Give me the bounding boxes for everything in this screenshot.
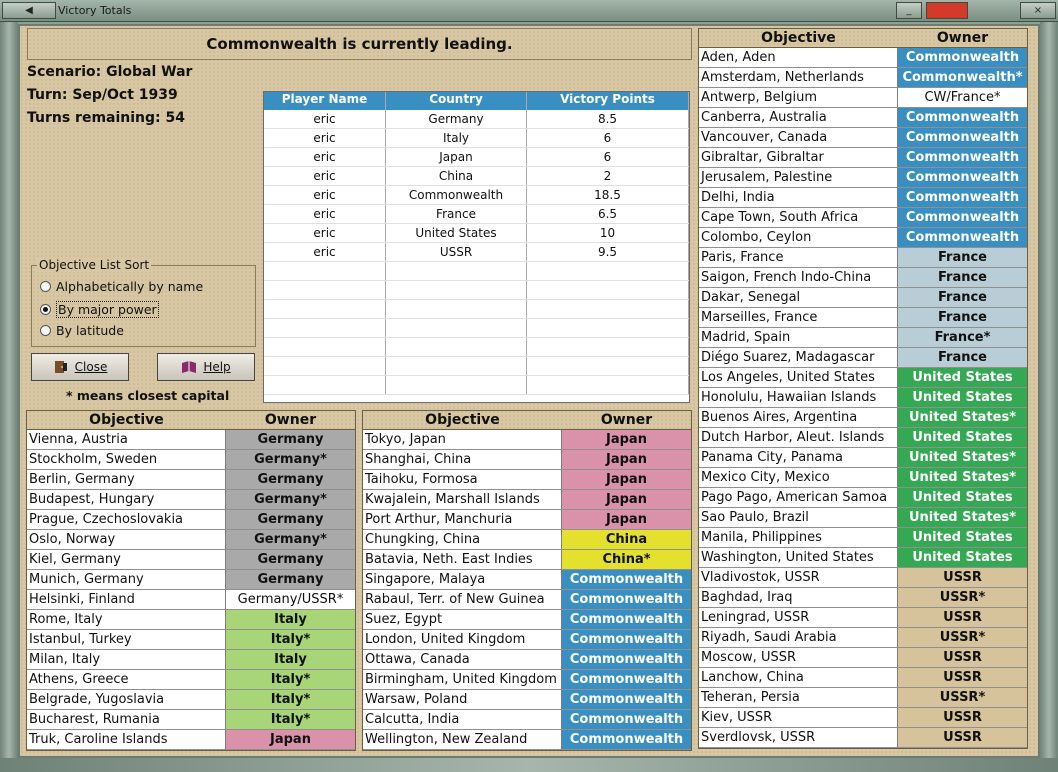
objective-row[interactable] xyxy=(699,308,1027,328)
owner-cell: Germany xyxy=(226,550,355,569)
objective-row[interactable] xyxy=(27,430,355,450)
objective-row[interactable] xyxy=(699,328,1027,348)
owner-cell: Commonwealth xyxy=(562,630,691,649)
vp-table-row[interactable] xyxy=(264,186,689,205)
objective-cell: Sverdlovsk, USSR xyxy=(699,728,898,747)
owner-cell: USSR xyxy=(898,568,1027,587)
objective-cell: Truk, Caroline Islands xyxy=(27,730,226,749)
objective-cell: Oslo, Norway xyxy=(27,530,226,549)
objective-row[interactable] xyxy=(363,550,691,570)
objective-cell: Stockholm, Sweden xyxy=(27,450,226,469)
vp-table-row[interactable] xyxy=(264,167,689,186)
help-book-icon xyxy=(181,360,197,374)
objective-cell: Rabaul, Terr. of New Guinea xyxy=(363,590,562,609)
objective-cell: Port Arthur, Manchuria xyxy=(363,510,562,529)
objective-cell: Kiev, USSR xyxy=(699,708,898,727)
objective-cell: Sao Paulo, Brazil xyxy=(699,508,898,527)
owner-cell: Germany* xyxy=(226,530,355,549)
victory-points-cell: 10 xyxy=(527,224,689,242)
objective-cell: Vienna, Austria xyxy=(27,430,226,449)
objective-row[interactable] xyxy=(363,730,691,750)
owner-cell: United States* xyxy=(898,408,1027,427)
turns-remaining-label: Turns remaining: 54 xyxy=(27,110,185,126)
owner-header[interactable]: Owner xyxy=(264,412,317,428)
objective-row[interactable] xyxy=(699,88,1027,108)
owner-cell: United States xyxy=(898,528,1027,547)
objective-row[interactable] xyxy=(27,490,355,510)
country-cell: France xyxy=(386,205,527,223)
objective-cell: Milan, Italy xyxy=(27,650,226,669)
objective-row[interactable] xyxy=(699,688,1027,708)
country-cell: United States xyxy=(386,224,527,242)
victory-points-cell: 6 xyxy=(527,148,689,166)
owner-cell: Commonwealth xyxy=(898,228,1027,247)
objective-row[interactable] xyxy=(699,668,1027,688)
objective-row[interactable] xyxy=(699,568,1027,588)
objective-row[interactable] xyxy=(363,570,691,590)
player-name-cell: eric xyxy=(264,129,386,147)
owner-cell: USSR xyxy=(898,728,1027,747)
objective-cell: Aden, Aden xyxy=(699,48,898,67)
owner-cell: France xyxy=(898,248,1027,267)
leader-banner: Commonwealth is currently leading. xyxy=(27,28,692,60)
objective-row[interactable] xyxy=(699,368,1027,388)
objective-cell: Colombo, Ceylon xyxy=(699,228,898,247)
objective-row[interactable] xyxy=(27,670,355,690)
objective-row[interactable] xyxy=(363,510,691,530)
player-name-cell: eric xyxy=(264,186,386,204)
vp-table-row[interactable] xyxy=(264,243,689,262)
owner-cell: Germany xyxy=(226,430,355,449)
objective-row[interactable] xyxy=(363,650,691,670)
owner-cell: USSR xyxy=(898,668,1027,687)
objective-cell: Vladivostok, USSR xyxy=(699,568,898,587)
objective-row[interactable] xyxy=(363,710,691,730)
objective-table-header xyxy=(363,411,691,430)
objective-cell: Suez, Egypt xyxy=(363,610,562,629)
radio-selected-icon xyxy=(40,304,51,315)
left-frame-edge xyxy=(0,22,18,772)
victory-points-table xyxy=(263,91,690,403)
owner-cell: Italy* xyxy=(226,670,355,689)
owner-cell: Commonwealth xyxy=(898,148,1027,167)
objective-cell: Taihoku, Formosa xyxy=(363,470,562,489)
objective-row[interactable] xyxy=(699,728,1027,748)
objective-cell: Budapest, Hungary xyxy=(27,490,226,509)
objective-cell: Mexico City, Mexico xyxy=(699,468,898,487)
owner-cell: France xyxy=(898,308,1027,327)
owner-cell: USSR* xyxy=(898,588,1027,607)
sort-major-power-radio[interactable]: By major power xyxy=(40,301,159,318)
objective-table-header xyxy=(699,29,1027,48)
objective-cell: London, United Kingdom xyxy=(363,630,562,649)
objective-cell: Canberra, Australia xyxy=(699,108,898,127)
owner-cell: France xyxy=(898,288,1027,307)
objective-row[interactable] xyxy=(699,248,1027,268)
objective-header[interactable]: Objective xyxy=(761,30,836,46)
owner-cell: Japan xyxy=(562,450,691,469)
objective-cell: Warsaw, Poland xyxy=(363,690,562,709)
objective-cell: Kwajalein, Marshall Islands xyxy=(363,490,562,509)
owner-cell: Commonwealth xyxy=(562,610,691,629)
objective-row[interactable] xyxy=(363,470,691,490)
owner-cell: Commonwealth xyxy=(562,690,691,709)
player-name-cell: eric xyxy=(264,243,386,261)
country-header[interactable]: Country xyxy=(386,92,527,110)
objective-cell: Washington, United States xyxy=(699,548,898,567)
vp-table-header xyxy=(264,92,689,110)
owner-cell: Commonwealth xyxy=(562,670,691,689)
objective-row[interactable] xyxy=(699,508,1027,528)
owner-cell: Japan xyxy=(562,430,691,449)
window-title: Victory Totals xyxy=(58,4,132,17)
owner-cell: United States xyxy=(898,548,1027,567)
objective-cell: Berlin, Germany xyxy=(27,470,226,489)
owner-cell: Germany xyxy=(226,510,355,529)
owner-cell: USSR xyxy=(898,608,1027,627)
objective-row[interactable] xyxy=(699,648,1027,668)
owner-cell: United States* xyxy=(898,508,1027,527)
radio-icon xyxy=(40,325,51,336)
country-cell: China xyxy=(386,167,527,185)
objective-row[interactable] xyxy=(699,588,1027,608)
owner-cell: Japan xyxy=(226,730,355,749)
objective-cell: Honolulu, Hawaiian Islands xyxy=(699,388,898,407)
objective-row[interactable] xyxy=(363,670,691,690)
owner-cell: CW/France* xyxy=(898,88,1027,107)
objective-row[interactable] xyxy=(699,428,1027,448)
sort-alphabetical-radio[interactable]: Alphabetically by name xyxy=(40,279,203,294)
player-name-header[interactable]: Player Name xyxy=(264,92,386,110)
player-name-cell: eric xyxy=(264,148,386,166)
owner-cell: United States* xyxy=(898,448,1027,467)
scenario-label: Scenario: Global War xyxy=(27,64,193,80)
owner-cell: Japan xyxy=(562,470,691,489)
objective-cell: Saigon, French Indo-China xyxy=(699,268,898,287)
player-name-cell: eric xyxy=(264,224,386,242)
objective-header[interactable]: Objective xyxy=(89,412,164,428)
objective-cell: Buenos Aires, Argentina xyxy=(699,408,898,427)
objective-cell: Munich, Germany xyxy=(27,570,226,589)
owner-cell: Commonwealth xyxy=(898,188,1027,207)
objective-cell: Singapore, Malaya xyxy=(363,570,562,589)
objective-cell: Tokyo, Japan xyxy=(363,430,562,449)
victory-points-cell: 2 xyxy=(527,167,689,185)
owner-cell: China* xyxy=(562,550,691,569)
owner-cell: Italy* xyxy=(226,710,355,729)
victory-points-cell: 6.5 xyxy=(527,205,689,223)
country-cell: Germany xyxy=(386,110,527,128)
objective-row[interactable] xyxy=(699,548,1027,568)
back-arrow-icon: ◀ xyxy=(25,5,33,16)
victory-points-cell: 18.5 xyxy=(527,186,689,204)
owner-cell: France* xyxy=(898,328,1027,347)
objective-cell: Diégo Suarez, Madagascar xyxy=(699,348,898,367)
vp-table-empty-row xyxy=(264,262,689,281)
objective-row[interactable] xyxy=(699,388,1027,408)
title-bar[interactable] xyxy=(0,0,1058,22)
objective-cell: Baghdad, Iraq xyxy=(699,588,898,607)
owner-cell: Germany/USSR* xyxy=(226,590,355,609)
objective-row[interactable] xyxy=(699,228,1027,248)
objective-row[interactable] xyxy=(27,470,355,490)
objective-cell: Bucharest, Rumania xyxy=(27,710,226,729)
victory-points-cell: 6 xyxy=(527,129,689,147)
owner-cell: United States xyxy=(898,428,1027,447)
owner-cell: Italy xyxy=(226,610,355,629)
objective-row[interactable] xyxy=(699,708,1027,728)
objective-cell: Pago Pago, American Samoa xyxy=(699,488,898,507)
objective-row[interactable] xyxy=(27,610,355,630)
owner-cell: Germany xyxy=(226,570,355,589)
objective-cell: Ottawa, Canada xyxy=(363,650,562,669)
objective-cell: Istanbul, Turkey xyxy=(27,630,226,649)
objective-cell: Paris, France xyxy=(699,248,898,267)
player-name-cell: eric xyxy=(264,110,386,128)
owner-cell: Commonwealth xyxy=(562,590,691,609)
vp-table-row[interactable] xyxy=(264,205,689,224)
objective-cell: Helsinki, Finland xyxy=(27,590,226,609)
objective-table-1 xyxy=(26,410,356,751)
objective-cell: Antwerp, Belgium xyxy=(699,88,898,107)
objective-row[interactable] xyxy=(27,550,355,570)
objective-cell: Dutch Harbor, Aleut. Islands xyxy=(699,428,898,447)
owner-cell: Japan xyxy=(562,510,691,529)
vp-table-row[interactable] xyxy=(264,148,689,167)
objective-table-2 xyxy=(362,410,692,751)
objective-row[interactable] xyxy=(699,148,1027,168)
vp-table-empty-row xyxy=(264,300,689,319)
vp-table-row[interactable] xyxy=(264,224,689,243)
owner-header[interactable]: Owner xyxy=(600,412,653,428)
victory-points-cell: 9.5 xyxy=(527,243,689,261)
player-name-cell: eric xyxy=(264,205,386,223)
owner-cell: China xyxy=(562,530,691,549)
objective-cell: Madrid, Spain xyxy=(699,328,898,347)
owner-cell: Commonwealth xyxy=(898,168,1027,187)
objective-row[interactable] xyxy=(699,608,1027,628)
objective-row[interactable] xyxy=(699,128,1027,148)
objective-cell: Leningrad, USSR xyxy=(699,608,898,627)
owner-cell: United States* xyxy=(898,468,1027,487)
objective-cell: Panama City, Panama xyxy=(699,448,898,467)
objective-row[interactable] xyxy=(699,528,1027,548)
flag-icon xyxy=(926,2,968,19)
objective-row[interactable] xyxy=(27,730,355,750)
objective-row[interactable] xyxy=(363,630,691,650)
objective-row[interactable] xyxy=(363,430,691,450)
owner-cell: Commonwealth xyxy=(898,208,1027,227)
vp-table-row[interactable] xyxy=(264,129,689,148)
objective-row[interactable] xyxy=(363,450,691,470)
objective-cell: Teheran, Persia xyxy=(699,688,898,707)
owner-cell: United States xyxy=(898,368,1027,387)
objective-cell: Marseilles, France xyxy=(699,308,898,327)
country-cell: Japan xyxy=(386,148,527,166)
objective-cell: Delhi, India xyxy=(699,188,898,207)
owner-cell: Germany* xyxy=(226,490,355,509)
owner-header[interactable]: Owner xyxy=(936,30,989,46)
vp-table-empty-row xyxy=(264,281,689,300)
objective-cell: Lanchow, China xyxy=(699,668,898,687)
owner-cell: Italy* xyxy=(226,630,355,649)
radio-icon xyxy=(40,281,51,292)
player-name-cell: eric xyxy=(264,167,386,185)
objective-cell: Belgrade, Yugoslavia xyxy=(27,690,226,709)
close-window-button[interactable]: × xyxy=(1020,2,1056,19)
objective-row[interactable] xyxy=(363,690,691,710)
close-door-icon xyxy=(53,360,69,374)
minimize-button[interactable]: _ xyxy=(896,2,922,19)
objective-row[interactable] xyxy=(27,450,355,470)
objective-cell: Amsterdam, Netherlands xyxy=(699,68,898,87)
owner-cell: United States xyxy=(898,388,1027,407)
objective-row[interactable] xyxy=(363,610,691,630)
owner-cell: Commonwealth xyxy=(562,710,691,729)
country-cell: Italy xyxy=(386,129,527,147)
objective-row[interactable] xyxy=(699,268,1027,288)
objective-cell: Chungking, China xyxy=(363,530,562,549)
objective-row[interactable] xyxy=(363,530,691,550)
objective-row[interactable] xyxy=(699,468,1027,488)
owner-cell: France xyxy=(898,348,1027,367)
objective-cell: Moscow, USSR xyxy=(699,648,898,667)
owner-cell: Italy* xyxy=(226,690,355,709)
owner-cell: Commonwealth xyxy=(898,48,1027,67)
system-menu-button[interactable] xyxy=(2,2,56,19)
owner-cell: Italy xyxy=(226,650,355,669)
vp-table-empty-row xyxy=(264,338,689,357)
victory-points-cell: 8.5 xyxy=(527,110,689,128)
objective-row[interactable] xyxy=(699,68,1027,88)
objective-row[interactable] xyxy=(699,488,1027,508)
owner-cell: USSR xyxy=(898,648,1027,667)
objective-row[interactable] xyxy=(699,288,1027,308)
objective-cell: Manila, Philippines xyxy=(699,528,898,547)
owner-cell: United States xyxy=(898,488,1027,507)
owner-cell: Commonwealth xyxy=(562,730,691,749)
objective-row[interactable] xyxy=(363,490,691,510)
country-cell: USSR xyxy=(386,243,527,261)
objective-cell: Prague, Czechoslovakia xyxy=(27,510,226,529)
objective-cell: Shanghai, China xyxy=(363,450,562,469)
objective-row[interactable] xyxy=(363,590,691,610)
owner-cell: Germany* xyxy=(226,450,355,469)
owner-cell: Commonwealth xyxy=(562,650,691,669)
vp-table-empty-row xyxy=(264,319,689,338)
sort-legend: Objective List Sort xyxy=(39,258,150,272)
closest-capital-note: * means closest capital xyxy=(66,388,230,403)
objective-row[interactable] xyxy=(699,48,1027,68)
objective-row[interactable] xyxy=(699,108,1027,128)
objective-sort-group xyxy=(31,258,256,347)
objective-cell: Vancouver, Canada xyxy=(699,128,898,147)
objective-row[interactable] xyxy=(27,530,355,550)
owner-cell: Commonwealth* xyxy=(898,68,1027,87)
objective-cell: Rome, Italy xyxy=(27,610,226,629)
objective-cell: Dakar, Senegal xyxy=(699,288,898,307)
objective-row[interactable] xyxy=(699,188,1027,208)
owner-cell: Commonwealth xyxy=(898,128,1027,147)
right-frame-edge xyxy=(1040,22,1058,772)
objective-cell: Batavia, Neth. East Indies xyxy=(363,550,562,569)
vp-table-row[interactable] xyxy=(264,110,689,129)
objective-row[interactable] xyxy=(27,690,355,710)
objective-row[interactable] xyxy=(27,710,355,730)
objective-cell: Athens, Greece xyxy=(27,670,226,689)
objective-cell: Kiel, Germany xyxy=(27,550,226,569)
owner-cell: Commonwealth xyxy=(898,108,1027,127)
owner-cell: Japan xyxy=(562,490,691,509)
owner-cell: Germany xyxy=(226,470,355,489)
bottom-frame-edge xyxy=(0,758,1058,772)
objective-table-header xyxy=(27,411,355,430)
vp-table-empty-row xyxy=(264,357,689,376)
objective-cell: Jerusalem, Palestine xyxy=(699,168,898,187)
objective-cell: Los Angeles, United States xyxy=(699,368,898,387)
objective-row[interactable] xyxy=(27,630,355,650)
objective-cell: Calcutta, India xyxy=(363,710,562,729)
objective-cell: Cape Town, South Africa xyxy=(699,208,898,227)
objective-row[interactable] xyxy=(699,168,1027,188)
objective-row[interactable] xyxy=(699,448,1027,468)
objective-row[interactable] xyxy=(27,590,355,610)
victory-points-header[interactable]: Victory Points xyxy=(527,92,689,110)
objective-row[interactable] xyxy=(699,628,1027,648)
objective-row[interactable] xyxy=(27,510,355,530)
objective-cell: Wellington, New Zealand xyxy=(363,730,562,749)
owner-cell: USSR xyxy=(898,708,1027,727)
objective-row[interactable] xyxy=(699,208,1027,228)
close-button[interactable]: Close xyxy=(31,353,129,381)
objective-row[interactable] xyxy=(699,408,1027,428)
owner-cell: Commonwealth xyxy=(562,570,691,589)
vp-table-empty-row xyxy=(264,376,689,395)
objective-cell: Gibraltar, Gibraltar xyxy=(699,148,898,167)
help-button[interactable]: Help xyxy=(157,353,255,381)
owner-cell: France xyxy=(898,268,1027,287)
objective-row[interactable] xyxy=(27,650,355,670)
objective-cell: Riyadh, Saudi Arabia xyxy=(699,628,898,647)
turn-label: Turn: Sep/Oct 1939 xyxy=(27,87,178,103)
objective-row[interactable] xyxy=(699,348,1027,368)
owner-cell: USSR* xyxy=(898,628,1027,647)
objective-cell: Birmingham, United Kingdom xyxy=(363,670,562,689)
objective-table-3 xyxy=(698,28,1028,749)
country-cell: Commonwealth xyxy=(386,186,527,204)
objective-row[interactable] xyxy=(27,570,355,590)
owner-cell: USSR* xyxy=(898,688,1027,707)
objective-header[interactable]: Objective xyxy=(425,412,500,428)
sort-latitude-radio[interactable]: By latitude xyxy=(40,323,124,338)
